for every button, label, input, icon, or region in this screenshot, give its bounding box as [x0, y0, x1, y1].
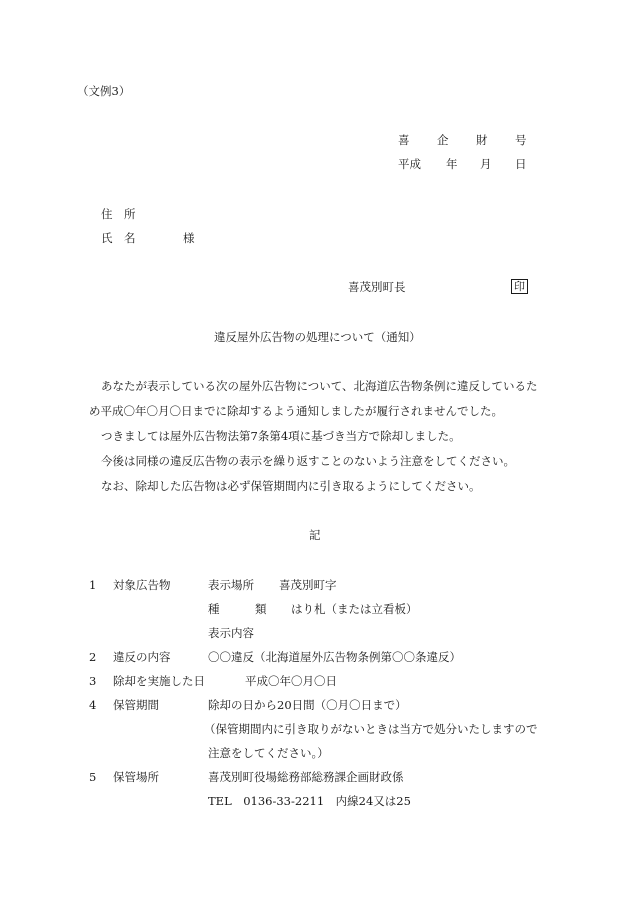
doc-number-char-2: 企	[437, 133, 449, 147]
doc-number-char-3: 財	[476, 133, 488, 147]
item1-number: 1	[89, 578, 97, 592]
item1-label: 対象広告物	[113, 578, 171, 592]
item5-number: 5	[89, 770, 97, 784]
recipient-name-label: 氏 名	[101, 231, 136, 245]
ki-heading: 記	[309, 528, 321, 542]
item3-value: 平成〇年〇月〇日	[245, 674, 337, 688]
body-para3: 今後は同様の違反広告物の表示を繰り返すことのないよう注意をしてください。	[101, 454, 515, 468]
body-para2: つきましては屋外広告物法第7条第4項に基づき当方で除却しました。	[101, 429, 461, 443]
item4-number: 4	[89, 698, 97, 712]
item3-number: 3	[89, 674, 97, 688]
item1-location-value: 喜茂別町字	[279, 578, 337, 592]
date-day: 日	[515, 157, 527, 171]
sender-name: 喜茂別町長	[348, 280, 406, 294]
item1-type-label-a: 種	[208, 602, 220, 616]
doc-number-char-1: 喜	[398, 133, 410, 147]
date-year: 年	[446, 157, 458, 171]
document-title: 違反屋外広告物の処理について（通知）	[214, 330, 421, 344]
item4-note-line1: （保管期間内に引き取りがないときは当方で処分いたしますので	[204, 722, 538, 736]
item4-value: 除却の日から20日間（〇月〇日まで）	[208, 698, 407, 712]
date-month: 月	[480, 157, 492, 171]
date-era: 平成	[398, 157, 421, 171]
recipient-honorific: 様	[183, 231, 195, 245]
document-label: （文例3）	[77, 84, 131, 98]
item2-label: 違反の内容	[113, 650, 171, 664]
item4-label: 保管期間	[113, 698, 159, 712]
item2-value: 〇〇違反（北海道屋外広告物条例第〇〇条違反）	[208, 650, 461, 664]
recipient-address-label: 住 所	[101, 207, 136, 221]
seal-mark: 印	[511, 279, 528, 294]
item4-note-line2: 注意をしてください。）	[208, 746, 329, 760]
body-para1-line2: め平成〇年〇月〇日までに除却するよう通知しましたが履行されませんでした。	[89, 404, 503, 418]
item2-number: 2	[89, 650, 97, 664]
item1-content-label: 表示内容	[208, 626, 254, 640]
item5-value: 喜茂別町役場総務部総務課企画財政係	[208, 770, 404, 784]
body-para4: なお、除却した広告物は必ず保管期間内に引き取るようにしてください。	[101, 479, 481, 493]
item5-label: 保管場所	[113, 770, 159, 784]
item3-label: 除却を実施した日	[113, 674, 205, 688]
doc-number-char-4: 号	[515, 133, 527, 147]
body-para1-line1: あなたが表示している次の屋外広告物について、北海道広告物条例に違反しているた	[101, 379, 538, 393]
item5-tel: TEL 0136-33-2211 内線24又は25	[208, 794, 411, 808]
item1-location-label: 表示場所	[208, 578, 254, 592]
item1-type-label-b: 類	[255, 602, 267, 616]
item1-type-value: はり札（または立看板）	[291, 602, 418, 616]
